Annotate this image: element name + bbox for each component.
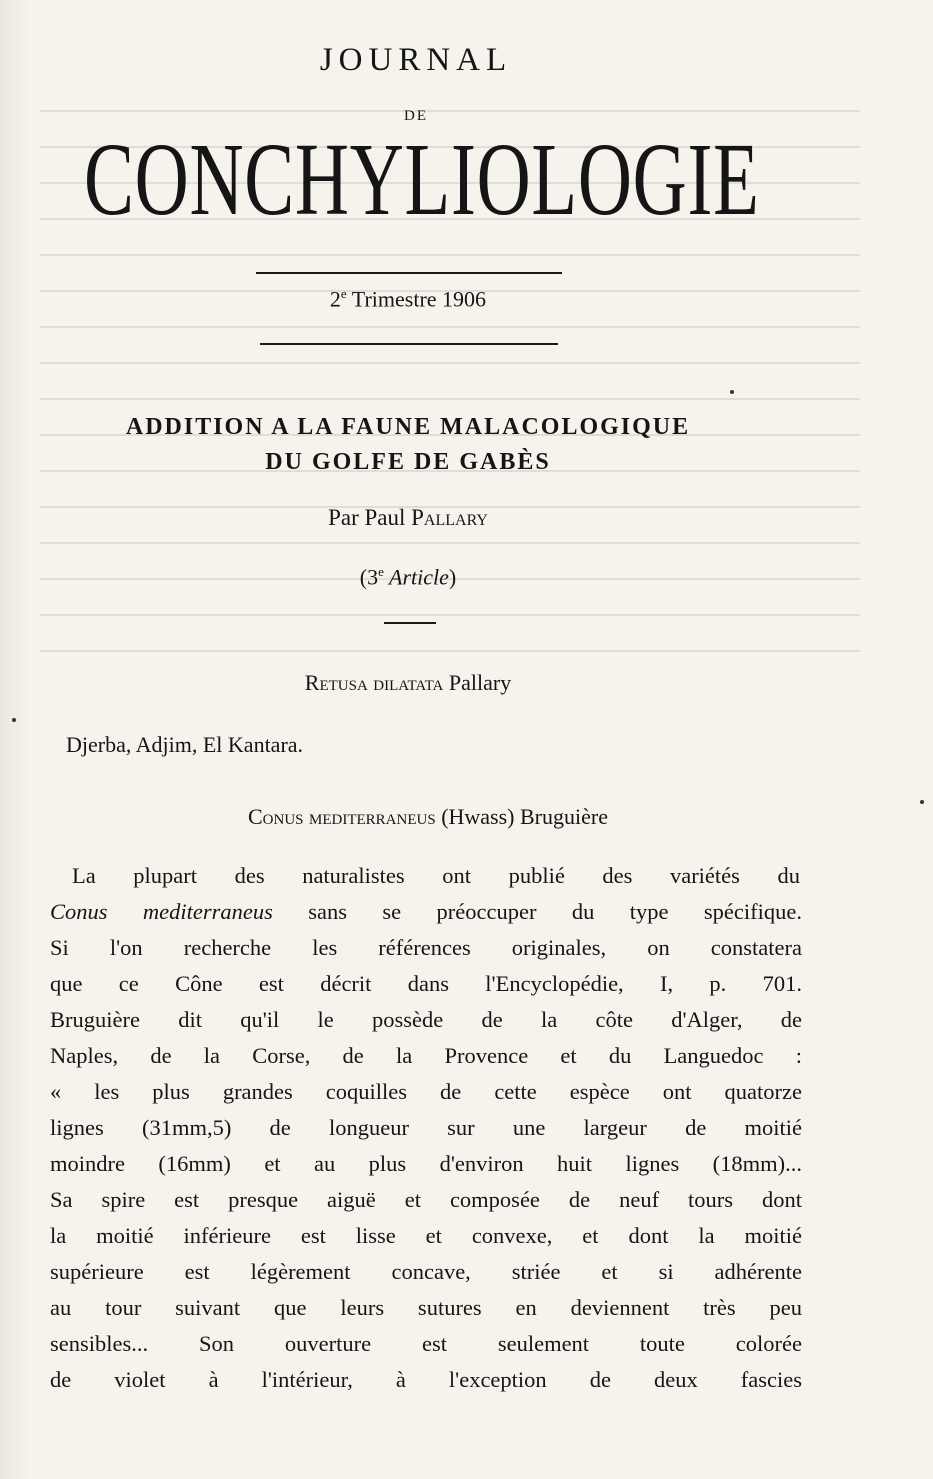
scan-speck bbox=[920, 800, 924, 804]
author-prefix: Par Paul bbox=[328, 505, 412, 530]
body-line: de violet à l'intérieur, à l'exception de deux fascies bbox=[50, 1367, 802, 1392]
part-ordinal: e bbox=[378, 564, 384, 579]
article-author bbox=[0, 505, 816, 531]
italic-species-name: Conus mediterraneus bbox=[50, 899, 273, 924]
rule-short bbox=[384, 622, 436, 624]
scan-speck bbox=[730, 390, 734, 394]
part-open: (3 bbox=[359, 564, 379, 590]
body-line: Naples, de la Corse, de la Provence et du Languedoc : bbox=[50, 1043, 802, 1068]
body-line: supérieure est légèrement concave, striée et si adhérente bbox=[50, 1259, 802, 1284]
body-line: sensibles... Son ouverture est seulement toute colorée bbox=[50, 1331, 802, 1356]
journal-heading: JOURNAL bbox=[319, 42, 513, 78]
body-line: Conus mediterraneus sans se préoccuper du type spécifique. bbox=[50, 899, 802, 924]
issue-number: 2 bbox=[329, 286, 341, 312]
species-author: Pallary bbox=[443, 670, 512, 695]
part-close: ) bbox=[448, 564, 457, 590]
body-line: au tour suivant que leurs sutures en deviennent très peu bbox=[50, 1295, 802, 1320]
rule-under-issue bbox=[260, 343, 558, 345]
article-part bbox=[0, 564, 816, 590]
author-name: Pallary bbox=[411, 505, 488, 530]
scan-speck bbox=[12, 718, 16, 722]
body-line: « les plus grandes coquilles de cette espèce ont quatorze bbox=[50, 1079, 802, 1104]
species-heading-retusa bbox=[0, 670, 816, 696]
body-line: Sa spire est presque aiguë et composée de neuf tours dont bbox=[50, 1187, 802, 1212]
body-line: lignes (31mm,5) de longueur sur une largeur de moitié bbox=[50, 1115, 802, 1140]
rule-top bbox=[256, 272, 562, 274]
body-line: moindre (16mm) et au plus d'environ huit lignes (18mm)... bbox=[50, 1151, 802, 1176]
part-word: Article bbox=[383, 564, 449, 590]
species-heading-conus bbox=[0, 804, 836, 830]
body-line: que ce Cône est décrit dans l'Encyclopédie, I, p. 701. bbox=[50, 971, 802, 996]
locality-text: Djerba, Adjim, El Kantara. bbox=[66, 732, 304, 757]
body-line: Si l'on recherche les références originales, on constatera bbox=[50, 935, 802, 960]
body-line: La plupart des naturalistes ont publié des variétés du bbox=[72, 863, 800, 888]
issue-text: Trimestre 1906 bbox=[346, 286, 487, 312]
issue-line bbox=[0, 286, 816, 312]
article-title-line2: DU GOLFE DE GABÈS bbox=[265, 449, 551, 475]
body-line: Bruguière dit qu'il le possède de la côte d'Alger, de bbox=[50, 1007, 802, 1032]
species-name: Conus mediterraneus bbox=[248, 804, 436, 829]
article-title-line1: ADDITION A LA FAUNE MALACOLOGIQUE bbox=[125, 414, 691, 440]
journal-de: DE bbox=[404, 108, 428, 124]
species-name: Retusa dilatata bbox=[304, 670, 444, 695]
body-line: la moitié inférieure est lisse et convexe, et dont la moitié bbox=[50, 1223, 802, 1248]
journal-title: CONCHYLIOLOGIE bbox=[84, 122, 760, 237]
issue-ordinal: e bbox=[340, 286, 347, 301]
species-author: (Hwass) Bruguière bbox=[435, 804, 608, 829]
